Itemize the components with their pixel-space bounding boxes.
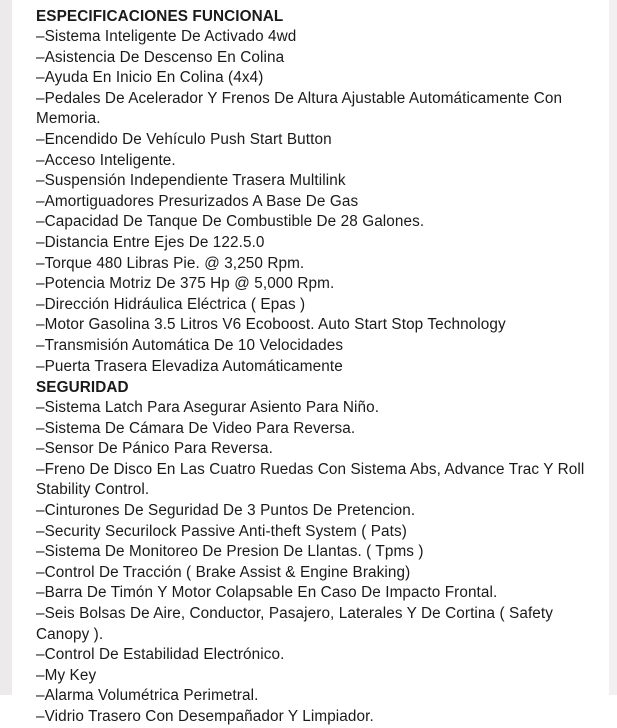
spec-list-item: –Asistencia De Descenso En Colina [36,48,285,66]
page-right-margin [609,0,617,695]
spec-list-item: –Suspensión Independiente Trasera Multilink [36,172,346,190]
spec-list-item: –Capacidad De Tanque De Combustible De 28 Galones. [36,213,425,231]
spec-list-item: –Control De Estabilidad Electrónico. [36,646,285,664]
page-left-margin [0,0,12,695]
spec-list-item: –Puerta Trasera Elevadiza Automáticamente [36,357,343,375]
spec-list-item: –Security Securilock Passive Anti-theft System ( Pats) [36,522,407,540]
spec-list-item: –Ayuda En Inicio En Colina (4x4) [36,69,264,87]
spec-list-item: –Sistema De Cámara De Video Para Reversa. [36,419,356,437]
spec-list-item: –Cinturones De Seguridad De 3 Puntos De Pretencion. [36,502,416,520]
spec-list-item: –Potencia Motriz De 375 Hp @ 5,000 Rpm. [36,275,335,293]
spec-list-item: –Control De Tracción ( Brake Assist & Engine Braking) [36,563,411,581]
spec-list-item: –Vidrio Trasero Con Desempañador Y Limpiador. [36,708,374,725]
spec-list-item: –Acceso Inteligente. [36,151,176,169]
spec-list-item: –Sistema De Monitoreo De Presion De Llantas. ( Tpms ) [36,543,424,561]
spec-list-item: –Seis Bolsas De Aire, Conductor, Pasajero, Laterales Y De Cortina ( Safety Canopy ). [36,605,558,643]
section-heading: SEGURIDAD [36,379,129,397]
spec-list-item: –Sistema Latch Para Asegurar Asiento Para Niño. [36,399,380,417]
spec-list-item: –Sistema Inteligente De Activado 4wd [36,28,297,45]
spec-list-item: –Torque 480 Libras Pie. @ 3,250 Rpm. [36,254,305,272]
section-heading: ESPECIFICACIONES FUNCIONAL [36,8,284,25]
spec-list-item: –Distancia Entre Ejes De 122.5.0 [36,233,265,251]
spec-list-item: –Amortiguadores Presurizados A Base De Gas [36,192,359,210]
spec-list-item: –Sensor De Pánico Para Reversa. [36,440,273,458]
spec-list-item: –Motor Gasolina 3.5 Litros V6 Ecoboost. Auto Start Stop Technology [36,316,506,334]
spec-list-item: –Transmisión Automática De 10 Velocidades [36,336,344,354]
specifications-text-block [36,6,607,728]
spec-list-item: –Alarma Volumétrica Perimetral. [36,687,259,705]
spec-list-item: –Pedales De Acelerador Y Frenos De Altura Ajustable Automáticamente Con Memoria. [36,89,567,128]
spec-list-item: –Barra De Timón Y Motor Colapsable En Caso De Impacto Frontal. [36,584,498,602]
spec-list-item: –Dirección Hidráulica Eléctrica ( Epas ) [36,295,306,313]
spec-list-item: –My Key [36,666,97,684]
spec-list-item: –Encendido De Vehículo Push Start Button [36,130,332,148]
spec-list-item: –Freno De Disco En Las Cuatro Ruedas Con Sistema Abs, Advance Trac Y Roll Stability Control. [36,460,589,499]
